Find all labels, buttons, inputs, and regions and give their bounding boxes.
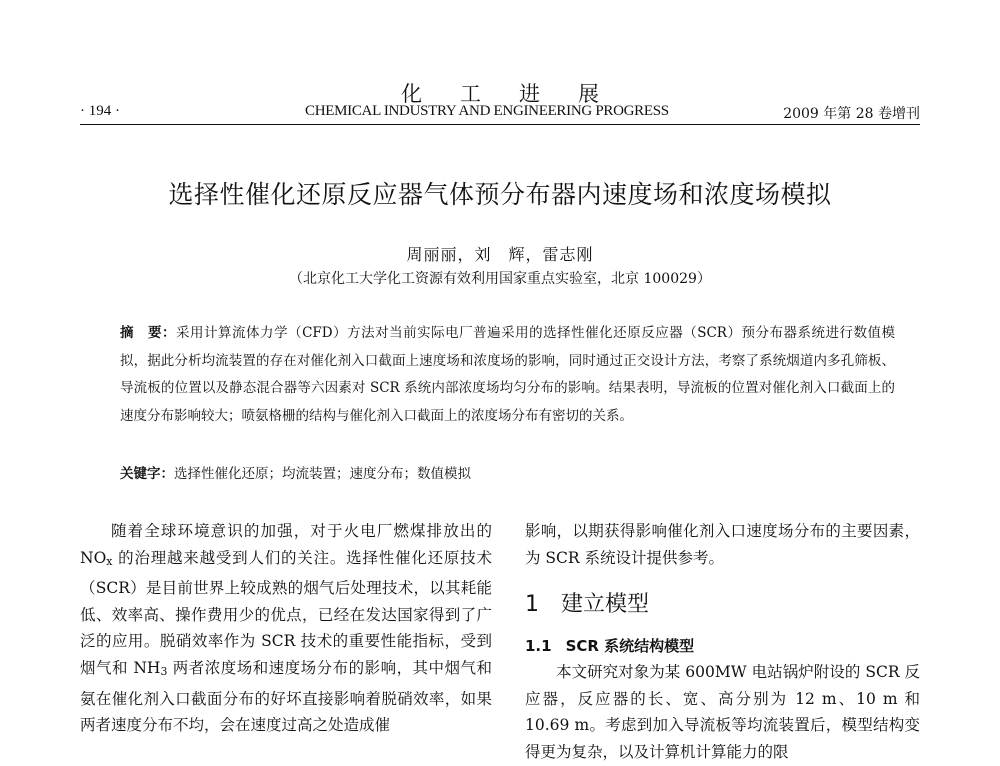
authors: 周丽丽，刘 辉，雷志刚 bbox=[406, 245, 594, 264]
keywords-text: 选择性催化还原；均流装置；速度分布；数值模拟 bbox=[174, 466, 471, 482]
keywords-label: 关键字： bbox=[120, 466, 174, 482]
affiliation: （北京化工大学化工资源有效利用国家重点实验室，北京 100029） bbox=[289, 271, 711, 287]
keywords bbox=[120, 461, 895, 488]
journal-name-en: CHEMICAL INDUSTRY AND ENGINEERING PROGRESS bbox=[305, 103, 669, 119]
intro-paragraph-continued: 影响，以期获得影响催化剂入口速度场分布的主要因素，为 SCR 系统设计提供参考。 bbox=[525, 522, 920, 567]
abstract bbox=[120, 320, 895, 430]
model-paragraph: 本文研究对象为某 600MW 电站锅炉附设的 SCR 反应器，反应器的长、宽、高分别为 12 m、10 m 和 10.69 m。考虑到加入导流板等均流装置后，模型结构变得更为复杂，以及计算机计算能力的限 bbox=[525, 663, 920, 761]
running-header bbox=[80, 103, 920, 125]
page-number: · 194 · bbox=[80, 103, 120, 119]
section-heading-1-1: 1.1 SCR 系统结构模型 bbox=[525, 637, 695, 656]
intro-paragraph: 随着全球环境意识的加强，对于火电厂燃煤排放出的 $NO_x$ 的治理越来越受到人们的关注。选择性催化还原技术（SCR）是目前世界上较成熟的烟气后处理技术，以其耗能低、效率高、操作费用少的优点，已经在发达国家得到了广泛的应用。脱硝效率作为 SCR 技术的重要性能指标，受到烟气和 $NH_3$ 两者浓度场和速度场分布的影响，其中烟气和氨在催化剂入口截面分布的好坏直接影响着脱硝效率，如果两者速度分布不均，会在速度过高之处造成催 bbox=[80, 522, 492, 735]
abstract-text: 采用计算流体力学（CFD）方法对当前实际电厂普遍采用的选择性催化还原反应器（SCR）预分布器系统进行数值模拟，据此分析均流装置的存在对催化剂入口截面上速度场和浓度场的影响，同时通过正交设计方法，考察了系统烟道内多孔筛板、导流板的位置以及静态混合器等六因素对 SCR 系统内部浓度场均匀分布的影响。结果表明，导流板的位置对催化剂入口截面上的速度分布影响较大；喷氨格栅的结构与催化剂入口截面上的浓度场分布有密切的关系。 bbox=[120, 325, 896, 424]
body-column-left bbox=[80, 518, 492, 739]
body-column-right bbox=[525, 518, 920, 766]
abstract-label: 摘 要： bbox=[120, 325, 177, 341]
subscript-x: x bbox=[106, 554, 113, 568]
paper-title: 选择性催化还原反应器气体预分布器内速度场和浓度场模拟 bbox=[168, 180, 832, 209]
header-rule bbox=[80, 124, 920, 125]
section-heading-1: 1 建立模型 bbox=[525, 592, 650, 618]
issue-info: 2009 年第 28 卷增刊 bbox=[783, 106, 920, 122]
subscript-3: 3 bbox=[160, 664, 168, 678]
journal-name-cn: 化工进展 bbox=[401, 82, 637, 106]
